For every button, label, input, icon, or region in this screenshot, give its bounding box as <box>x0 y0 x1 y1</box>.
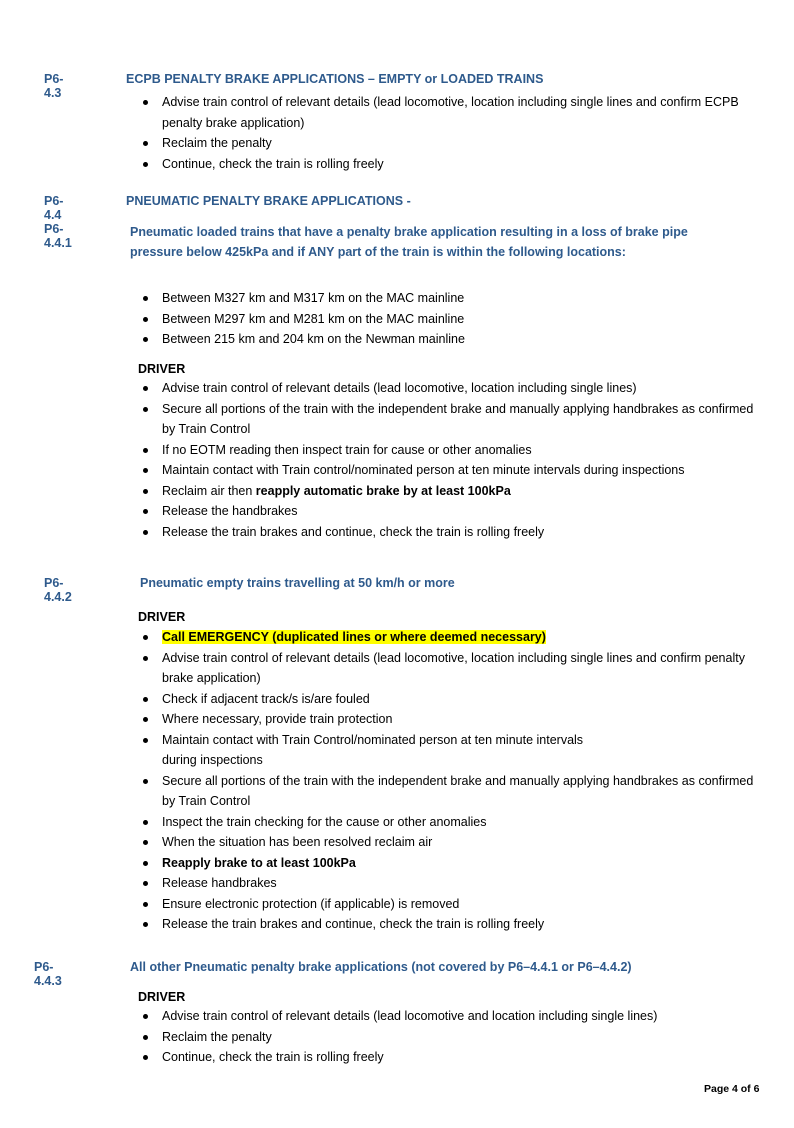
maintain-line-2: during inspections <box>162 753 263 767</box>
driver-label: DRIVER <box>138 362 186 376</box>
reclaim-text: Reclaim air then <box>162 483 256 498</box>
reapply-emphasis: reapply automatic brake by at least 100kPa <box>255 483 511 498</box>
list-item: Release the handbrakes <box>140 501 760 522</box>
driver-label: DRIVER <box>138 990 186 1004</box>
driver-list-p6-4-4-1 <box>140 378 760 542</box>
bullet-list-p6-4-3 <box>140 92 760 174</box>
list-item: Secure all portions of the train with the independent brake and manually applying handbrakes as confirmed by Train Control <box>140 771 760 812</box>
emergency-highlight: Call EMERGENCY (duplicated lines or where deemed necessary) <box>162 630 546 644</box>
driver-label: DRIVER <box>138 610 186 624</box>
list-item: Release the train brakes and continue, check the train is rolling freely <box>140 522 760 543</box>
list-item: Advise train control of relevant details (lead locomotive, location including single lines) <box>140 378 760 399</box>
section-number: P6-4.3 <box>44 72 64 100</box>
list-item: Continue, check the train is rolling freely <box>140 1047 760 1068</box>
list-item: Advise train control of relevant details (lead locomotive, location including single lines and confirm penalty brake application) <box>140 648 760 689</box>
list-item: Between 215 km and 204 km on the Newman mainline <box>140 329 760 350</box>
section-title: ECPB PENALTY BRAKE APPLICATIONS – EMPTY or LOADED TRAINS <box>126 72 544 86</box>
section-title: All other Pneumatic penalty brake applications (not covered by P6–4.4.1 or P6–4.4.2) <box>130 960 632 974</box>
section-number: P6-4.4.1 <box>44 222 72 250</box>
maintain-line-1: Maintain contact with Train Control/nominated person at ten minute intervals <box>162 732 584 747</box>
driver-list-p6-4-4-3 <box>140 1006 760 1068</box>
list-item: Secure all portions of the train with the independent brake and manually applying handbrakes as confirmed by Train Control <box>140 399 760 440</box>
list-item: Reclaim the penalty <box>140 133 760 154</box>
list-item: Advise train control of relevant details (lead locomotive and location including single lines) <box>140 1006 760 1027</box>
list-item: Release handbrakes <box>140 873 760 894</box>
list-item: Advise train control of relevant details (lead locomotive, location including single lines and confirm ECPB penalty brake application) <box>140 92 760 133</box>
list-item: Ensure electronic protection (if applicable) is removed <box>140 894 760 915</box>
section-title: Pneumatic loaded trains that have a penalty brake application resulting in a loss of brake pipe pressure below 425kPa and if ANY part of the train is within the following locations: <box>130 225 688 259</box>
list-item: Maintain contact with Train control/nominated person at ten minute intervals during inspections <box>140 460 760 481</box>
section-number: P6-4.4.2 <box>44 576 72 604</box>
list-item <box>140 730 760 771</box>
list-item: Inspect the train checking for the cause or other anomalies <box>140 812 760 833</box>
list-item <box>140 627 760 648</box>
section-title: Pneumatic empty trains travelling at 50 km/h or more <box>140 576 455 590</box>
list-item: Check if adjacent track/s is/are fouled <box>140 689 760 710</box>
list-item: Between M327 km and M317 km on the MAC mainline <box>140 288 760 309</box>
section-number: P6-4.4 <box>44 194 64 222</box>
list-item: Where necessary, provide train protection <box>140 709 760 730</box>
list-item: Reclaim the penalty <box>140 1027 760 1048</box>
list-item <box>140 481 760 502</box>
list-item: Release the train brakes and continue, check the train is rolling freely <box>140 914 760 935</box>
section-number: P6-4.4.3 <box>34 960 62 988</box>
list-item: Reapply brake to at least 100kPa <box>140 853 760 874</box>
driver-list-p6-4-4-2 <box>140 627 760 935</box>
list-item: Between M297 km and M281 km on the MAC mainline <box>140 309 760 330</box>
list-item: When the situation has been resolved reclaim air <box>140 832 760 853</box>
page-number: Page 4 of 6 <box>704 1083 760 1095</box>
list-item: Continue, check the train is rolling freely <box>140 154 760 175</box>
section-title: PNEUMATIC PENALTY BRAKE APPLICATIONS - <box>126 194 411 208</box>
locations-list <box>140 288 760 350</box>
list-item: If no EOTM reading then inspect train for cause or other anomalies <box>140 440 760 461</box>
